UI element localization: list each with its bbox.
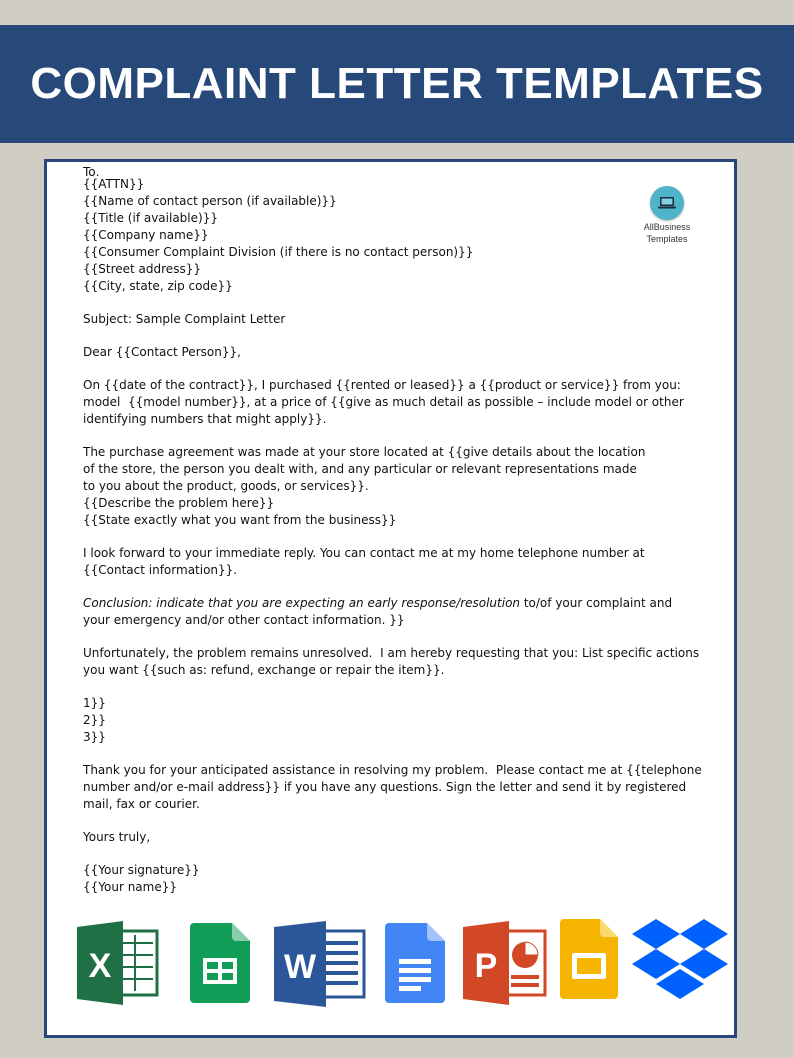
- signature-line: {{Your signature}}: [83, 863, 200, 877]
- paragraph-line: On {{date of the contract}}, I purchased {{rented or leased}} a {{product or service}} from you:: [83, 378, 681, 392]
- address-line: {{ATTN}}: [83, 177, 145, 191]
- google-sheets-icon[interactable]: [190, 923, 250, 1008]
- powerpoint-icon[interactable]: [463, 921, 549, 1010]
- signature-line: {{Your name}}: [83, 880, 178, 894]
- address-line: {{Title (if available)}}: [83, 211, 218, 225]
- letter-subject: Subject: Sample Complaint Letter: [83, 312, 286, 326]
- page-title: COMPLAINT LETTER TEMPLATES: [30, 59, 764, 108]
- paragraph-line: {{Describe the problem here}}: [83, 496, 275, 510]
- letter-body: [83, 165, 723, 896]
- paragraph-line: model {{model number}}, at a price of {{give as much detail as possible – include model or other: [83, 395, 684, 409]
- list-item: 1}}: [83, 696, 106, 710]
- word-letter: W: [283, 948, 317, 986]
- google-slides-icon[interactable]: [560, 919, 618, 1004]
- conclusion-italic: Conclusion: indicate that you are expecting an early response/resolution: [83, 596, 521, 610]
- paragraph-line: number and/or e-mail address}} if you have any questions. Sign the letter and send it by registered: [83, 780, 687, 794]
- conclusion-rest: to/of your complaint and: [520, 596, 673, 610]
- list-item: 3}}: [83, 730, 106, 744]
- list-item: 2}}: [83, 713, 106, 727]
- address-line: {{Consumer Complaint Division (if there is no contact person)}}: [83, 245, 474, 259]
- paragraph-line: mail, fax or courier.: [83, 797, 200, 811]
- powerpoint-letter: P: [474, 947, 498, 985]
- google-docs-icon[interactable]: [385, 923, 445, 1008]
- address-line: {{City, state, zip code}}: [83, 279, 233, 293]
- document-page: [44, 159, 737, 1038]
- address-line: {{Name of contact person (if available)}}: [83, 194, 337, 208]
- paragraph-line: your emergency and/or other contact information. }}: [83, 613, 405, 627]
- paragraph-line: The purchase agreement was made at your store located at {{give details about the location: [83, 445, 646, 459]
- excel-letter: X: [88, 947, 112, 985]
- paragraph-line: I look forward to your immediate reply. You can contact me at my home telephone number at: [83, 546, 645, 560]
- excel-icon[interactable]: [77, 921, 161, 1010]
- paragraph-line: Unfortunately, the problem remains unresolved. I am hereby requesting that you: List specific actions: [83, 646, 700, 660]
- paragraph-line: {{Contact information}}.: [83, 563, 238, 577]
- paragraph-line: to you about the product, goods, or services}}.: [83, 479, 369, 493]
- address-line: {{Company name}}: [83, 228, 209, 242]
- paragraph-line: Thank you for your anticipated assistance in resolving my problem. Please contact me at {{telephone: [83, 763, 702, 777]
- letter-salutation: Dear {{Contact Person}},: [83, 345, 241, 359]
- logo-text-line-1: AllBusiness: [643, 222, 691, 232]
- address-line: {{Street address}}: [83, 262, 201, 276]
- word-icon[interactable]: [274, 921, 368, 1012]
- logo-text-line-2: Templates: [646, 234, 688, 244]
- letter-closing: Yours truly,: [83, 830, 151, 844]
- paragraph-line: you want {{such as: refund, exchange or repair the item}}.: [83, 663, 445, 677]
- paragraph-line: identifying numbers that might apply}}.: [83, 412, 327, 426]
- header-banner: [0, 25, 794, 143]
- paragraph-line: of the store, the person you dealt with, and any particular or relevant representations made: [83, 462, 637, 476]
- letter-to: To,: [83, 165, 100, 176]
- dropbox-icon[interactable]: [632, 919, 728, 1010]
- paragraph-line: {{State exactly what you want from the business}}: [83, 513, 397, 527]
- conclusion-line: [83, 595, 723, 612]
